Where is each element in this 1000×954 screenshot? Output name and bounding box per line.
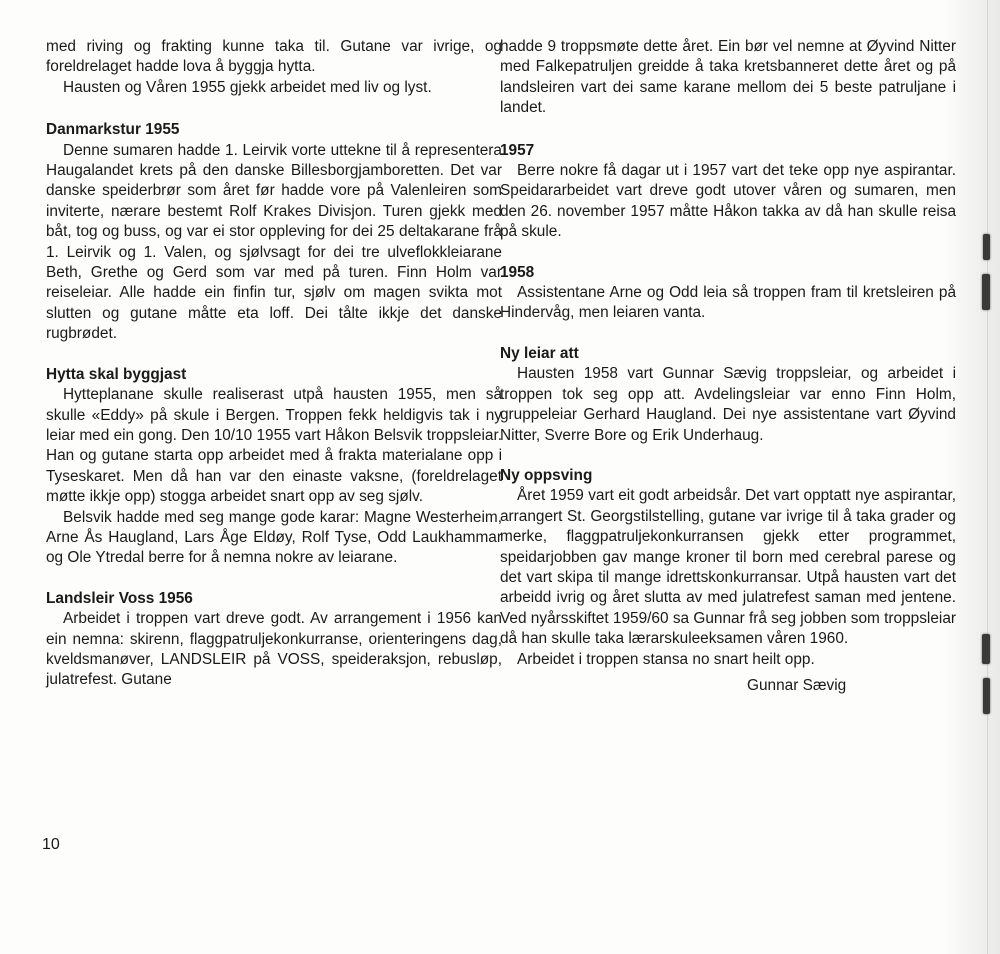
page-edge-line — [987, 0, 988, 954]
staple-top-lower — [982, 274, 990, 310]
body-paragraph: Arbeidet i troppen vart dreve godt. Av arrangement i 1956 kan ein nemna: skirenn, flaggpatruljekonkurranse, orienteringens dag, kveldsmanøver, LANDSLEIR på VOSS, speideraksjon, rebusløp, julatrefest. Gutane — [46, 610, 502, 689]
staple-bottom-upper — [982, 634, 990, 664]
body-paragraph: Hausten 1958 vart Gunnar Sævig troppsleiar, og arbeidet i troppen tok seg opp att. Avdelingsleiar var enno Finn Holm, gruppeleiar Gerhard Haugland. Dei nye assistentane vart Øyvind Nitter, Sverre Bore og Erik Underhaug. — [500, 365, 956, 444]
staple-bottom-lower — [983, 678, 990, 714]
section-heading: Ny leiar att — [500, 344, 579, 362]
body-paragraph: Hausten og Våren 1955 gjekk arbeidet med liv og lyst. — [63, 78, 432, 96]
section-heading: Ny oppsving — [500, 466, 593, 484]
body-paragraph: Assistentane Arne og Odd leia så troppen fram til kretsleiren på Hindervåg, men leiaren vanta. — [500, 284, 956, 322]
page-number: 10 — [42, 836, 60, 853]
staple-top-upper — [983, 234, 990, 260]
right-column — [500, 37, 956, 696]
section-1958 — [500, 263, 956, 324]
section-heading: 1957 — [500, 141, 535, 159]
author-signature: Gunnar Sævig — [747, 676, 847, 694]
body-paragraph: Berre nokre få dagar ut i 1957 vart det teke opp nye aspirantar. Speidararbeidet vart dreve godt utover våren og sumaren, men den 26. november 1957 måtte Håkon takka av då han skulle reisa på skule. — [500, 162, 956, 241]
body-paragraph: Arbeidet i troppen stansa no snart heilt opp. — [517, 650, 815, 668]
body-paragraph: hadde 9 troppsmøte dette året. Ein bør vel nemne at Øyvind Nitter med Falkepatruljen greidde å taka kretsbanneret dette året og på landsleiren vart dei same karane mellom dei 5 beste patruljane i landet. — [500, 38, 956, 117]
left-column — [46, 37, 502, 691]
body-paragraph: med riving og frakting kunne taka til. Gutane var ivrige, og foreldrelaget hadde lova å byggja hytta. — [46, 38, 502, 76]
section-1957 — [500, 141, 956, 243]
section-landsleir — [46, 589, 502, 691]
body-paragraph: Hytteplanane skulle realiserast utpå hausten 1955, men så skulle «Eddy» på skule i Bergen. Troppen fekk heldigvis tak i ny leiar med ein gong. Den 10/10 1955 vart Håkon Belsvik troppsleiar. Han og gutane starta opp arbeidet med å frakta materialane opp i Tyseskaret. Men då han var den einaste vaksne, (foreldrelaget møtte ikkje opp) stogga arbeidet snart opp av seg sjølv. — [46, 386, 502, 506]
section-heading: Danmarkstur 1955 — [46, 121, 180, 139]
section-ny-leiar-att — [500, 344, 956, 446]
body-paragraph: Belsvik hadde med seg mange gode karar: Magne Westerheim, Arne Ås Haugland, Lars Åge Eldøy, Rolf Tyse, Odd Laukhammar og Ole Ytredal berre for å nemna nokre av leiarane. — [46, 508, 502, 567]
section-heading: Hytta skal byggjast — [46, 365, 187, 383]
section-ny-oppsving — [500, 466, 956, 696]
body-paragraph: Denne sumaren hadde 1. Leirvik vorte uttekne til å representera Haugalandet krets på den danske Billesborgjamboretten. Det var danske speiderbrør som året før hadde vore på Valenleiren som inviterte, nærare bestemt Rolf Krakes Divisjon. Turen gjekk med båt, tog og buss, og var ei stor oppleving for dei 25 deltakarane frå 1. Leirvik og 1. Valen, og sjølvsagt for dei tre ulveflokkleiarane Beth, Grethe og Gerd som var med på turen. Finn Holm var reiseleiar. Alle hadde ein finfin tur, sjølv om magen svikta mot slutten og gutane måtte eta loff. Dei tålte ikkje det danske rugbrødet. — [46, 141, 502, 343]
section-heading: Landsleir Voss 1956 — [46, 589, 193, 607]
body-paragraph: Året 1959 vart eit godt arbeidsår. Det vart opptatt nye aspirantar, arrangert St. Georgstilstelling, gutane var ivrige til å taka grader og merke, flaggpatruljekonkurransen gjekk etter programmet, speidarjobben gav mange kroner til born med cerebral parese og det vart skipa til mange idrettskonkurransar. Utpå hausten vart det arbeidd ivrig og året slutta av med julatrefest saman med jentene. Ved nyårsskiftet 1959/60 sa Gunnar frå seg jobben som troppsleiar då han skulle taka lærarskuleeksamen våren 1960. — [500, 487, 956, 648]
section-heading: 1958 — [500, 263, 535, 281]
section-hytta — [46, 365, 502, 569]
section-danmarkstur — [46, 120, 502, 344]
